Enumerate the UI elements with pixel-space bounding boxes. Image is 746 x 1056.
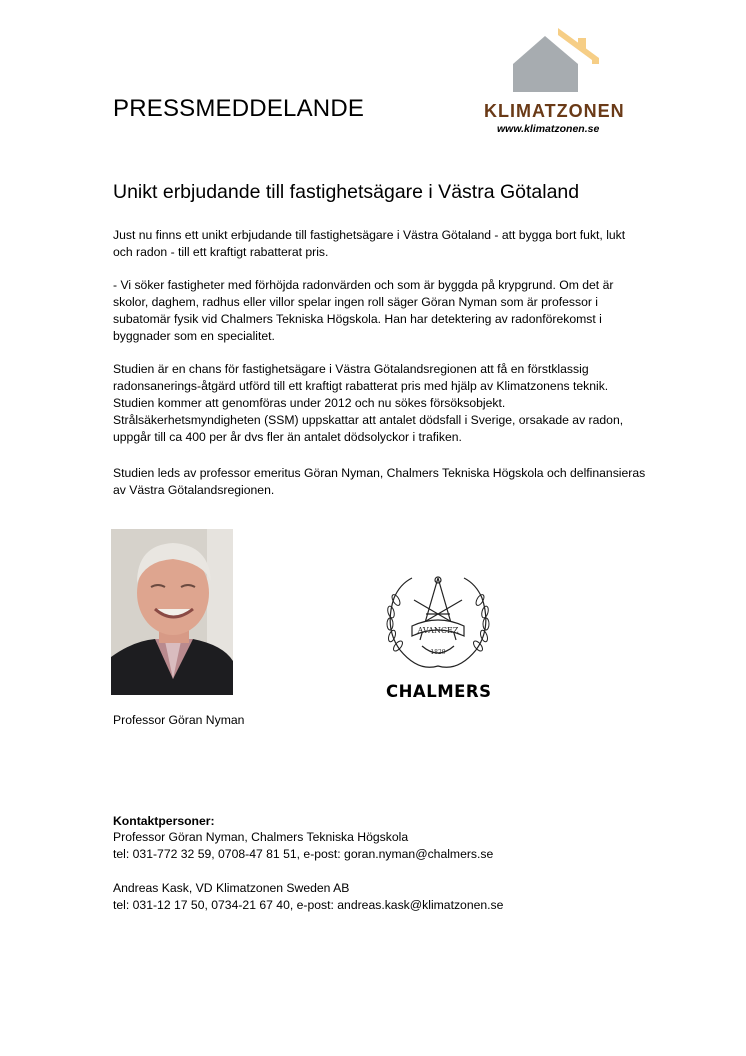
photo-caption: Professor Göran Nyman xyxy=(113,713,245,727)
article-paragraph: Studien är en chans för fastighetsägare i Västra Götalandsregionen att få en förstklassig radonsanerings-åtgärd utförd till ett kraftigt rabatterat pris med hjälp av Klimatzonens teknik. Studien kommer att genomföras under 2012 och nu sökes försöksobjekt. Strålsäkerhetsmyndigheten (SSM) uppskattar att antalet dödsfall i Sverige, orsakade av radon, uppgår till ca 400 per år dvs fler än antalet dödsolyckor i trafiken. xyxy=(113,362,624,444)
chalmers-logo xyxy=(378,570,498,705)
article-headline: Unikt erbjudande till fastighetsägare i Västra Götaland xyxy=(113,181,580,203)
chalmers-motto: AVANCEZ xyxy=(417,626,459,635)
chalmers-wordmark: CHALMERS xyxy=(386,682,492,701)
portrait-photo xyxy=(111,529,233,695)
article-paragraph: - Vi söker fastigheter med förhöjda radonvärden och som är byggda på krypgrund. Om det är skolor, daghem, radhus eller villor spelar ingen roll säger Göran Nyman som är professor i subatomär fysik vid Chalmers Tekniska Högskola. Han har detektering av radonförekomst i byggnader som en specialitet. xyxy=(113,278,614,343)
article-paragraph: Just nu finns ett unikt erbjudande till fastighetsägare i Västra Götaland - att bygga bort fukt, lukt och radon - till ett kraftigt rabatterat pris. xyxy=(113,228,626,259)
contact-name-line: Professor Göran Nyman, Chalmers Tekniska Högskola xyxy=(113,830,409,844)
house-icon xyxy=(510,24,610,96)
contacts-heading: Kontaktpersoner: xyxy=(113,814,215,828)
klimatzonen-wordmark: KLIMATZONEN xyxy=(484,101,625,121)
chalmers-year: 1829 xyxy=(430,649,446,656)
contact-details-line: tel: 031-12 17 50, 0734-21 67 40, e-post: andreas.kask@klimatzonen.se xyxy=(113,898,504,912)
chalmers-seal-icon xyxy=(378,570,498,682)
klimatzonen-url: www.klimatzonen.se xyxy=(497,123,600,135)
press-release-label: PRESSMEDDELANDE xyxy=(113,95,365,122)
klimatzonen-logo xyxy=(480,24,650,136)
article-paragraph: Studien leds av professor emeritus Göran Nyman, Chalmers Tekniska Högskola och delfinansieras av Västra Götalandsregionen. xyxy=(113,466,646,497)
contact-name-line: Andreas Kask, VD Klimatzonen Sweden AB xyxy=(113,881,350,895)
contact-details-line: tel: 031-772 32 59, 0708-47 81 51, e-post: goran.nyman@chalmers.se xyxy=(113,847,494,861)
